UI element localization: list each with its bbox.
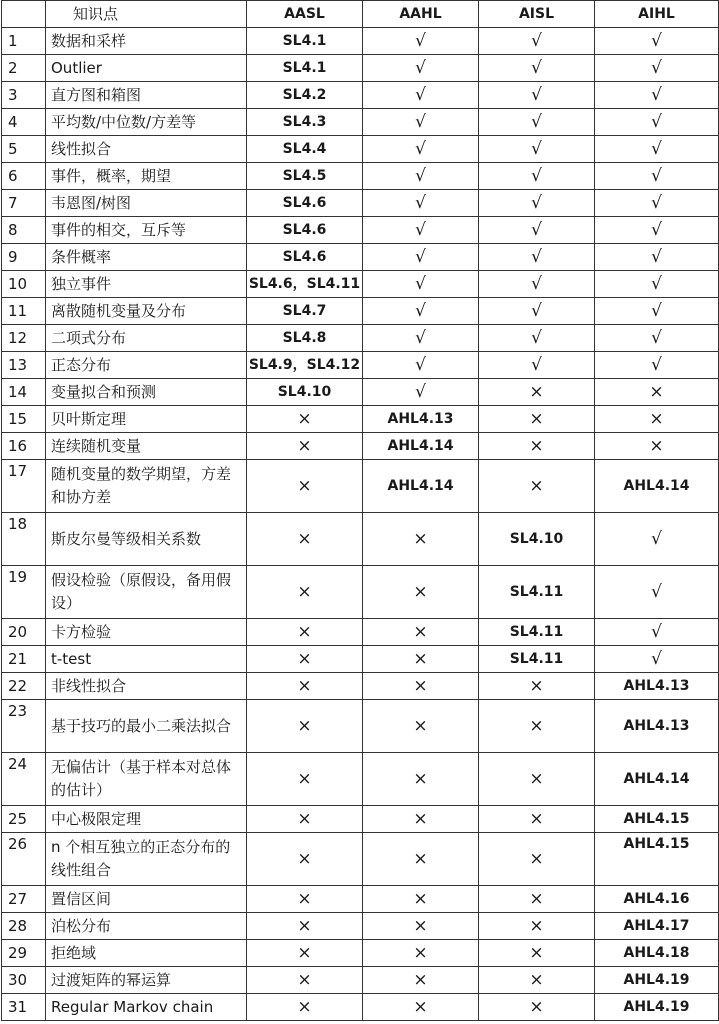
row-number: 16 [2, 433, 46, 460]
topic-cell: 斯皮尔曼等级相关系数 [46, 513, 247, 566]
header-number [2, 1, 46, 28]
aisl-cell: √ [479, 352, 595, 379]
row-number: 10 [2, 271, 46, 298]
aisl-cell: × [479, 673, 595, 700]
aasl-cell: × [247, 513, 363, 566]
aasl-cell: × [247, 806, 363, 833]
row-number: 18 [2, 513, 46, 566]
aasl-cell: × [247, 940, 363, 967]
topic-cell: Regular Markov chain [46, 994, 247, 1021]
table-row [2, 833, 719, 886]
topic-cell: 拒绝域 [46, 940, 247, 967]
aasl-cell: × [247, 886, 363, 913]
topic-cell: 直方图和箱图 [46, 82, 247, 109]
aahl-cell: × [363, 673, 479, 700]
table-row [2, 913, 719, 940]
aisl-cell: × [479, 753, 595, 806]
aahl-cell: AHL4.14 [363, 460, 479, 513]
header-aisl: AISL [479, 1, 595, 28]
aasl-cell: × [247, 700, 363, 753]
row-number: 19 [2, 566, 46, 619]
topic-cell: t-test [46, 646, 247, 673]
row-number: 27 [2, 886, 46, 913]
row-number: 31 [2, 994, 46, 1021]
aisl-cell: √ [479, 136, 595, 163]
topic-cell: 平均数/中位数/方差等 [46, 109, 247, 136]
row-number: 8 [2, 217, 46, 244]
topic-cell: 中心极限定理 [46, 806, 247, 833]
aisl-cell: × [479, 994, 595, 1021]
aihl-cell: √ [595, 513, 719, 566]
topic-cell: 卡方检验 [46, 619, 247, 646]
aahl-cell: √ [363, 28, 479, 55]
aahl-cell: √ [363, 217, 479, 244]
row-number: 11 [2, 298, 46, 325]
syllabus-table [1, 0, 719, 1021]
row-number: 5 [2, 136, 46, 163]
aahl-cell: × [363, 806, 479, 833]
table-row [2, 460, 719, 513]
aihl-cell: AHL4.15 [595, 806, 719, 833]
aasl-cell: × [247, 833, 363, 886]
aisl-cell: × [479, 460, 595, 513]
aasl-cell: SL4.10 [247, 379, 363, 406]
topic-cell: 连续随机变量 [46, 433, 247, 460]
aahl-cell: × [363, 940, 479, 967]
aihl-cell: √ [595, 109, 719, 136]
topic-cell: 数据和采样 [46, 28, 247, 55]
table-row [2, 619, 719, 646]
table-row [2, 325, 719, 352]
aihl-cell: √ [595, 82, 719, 109]
aasl-cell: SL4.5 [247, 163, 363, 190]
row-number: 28 [2, 913, 46, 940]
aahl-cell: × [363, 833, 479, 886]
aihl-cell: √ [595, 244, 719, 271]
aisl-cell: SL4.11 [479, 646, 595, 673]
row-number: 14 [2, 379, 46, 406]
table-row [2, 433, 719, 460]
aisl-cell: × [479, 379, 595, 406]
aihl-cell: AHL4.19 [595, 967, 719, 994]
aihl-cell: AHL4.18 [595, 940, 719, 967]
aihl-cell: AHL4.17 [595, 913, 719, 940]
aihl-cell: √ [595, 28, 719, 55]
aasl-cell: SL4.2 [247, 82, 363, 109]
header-aahl: AAHL [363, 1, 479, 28]
topic-cell: 无偏估计（基于样本对总体的估计） [46, 753, 247, 806]
row-number: 22 [2, 673, 46, 700]
aahl-cell: √ [363, 136, 479, 163]
table-row [2, 379, 719, 406]
row-number: 12 [2, 325, 46, 352]
aahl-cell: AHL4.13 [363, 406, 479, 433]
table-row [2, 673, 719, 700]
aahl-cell: × [363, 700, 479, 753]
table-row [2, 406, 719, 433]
aasl-cell: SL4.8 [247, 325, 363, 352]
topic-cell: 变量拟合和预测 [46, 379, 247, 406]
table-row [2, 646, 719, 673]
aisl-cell: × [479, 833, 595, 886]
topic-cell: n 个相互独立的正态分布的线性组合 [46, 833, 247, 886]
row-number: 1 [2, 28, 46, 55]
aihl-cell: × [595, 433, 719, 460]
aisl-cell: √ [479, 271, 595, 298]
topic-cell: 贝叶斯定理 [46, 406, 247, 433]
aahl-cell: √ [363, 352, 479, 379]
table-row [2, 513, 719, 566]
topic-cell: 正态分布 [46, 352, 247, 379]
aahl-cell: × [363, 646, 479, 673]
aihl-cell: AHL4.13 [595, 700, 719, 753]
aasl-cell: × [247, 460, 363, 513]
aisl-cell: √ [479, 55, 595, 82]
aahl-cell: × [363, 994, 479, 1021]
aasl-cell: × [247, 913, 363, 940]
aisl-cell: √ [479, 163, 595, 190]
topic-cell: 韦恩图/树图 [46, 190, 247, 217]
aisl-cell: √ [479, 109, 595, 136]
row-number: 6 [2, 163, 46, 190]
aisl-cell: × [479, 967, 595, 994]
row-number: 25 [2, 806, 46, 833]
aisl-cell: SL4.10 [479, 513, 595, 566]
table-row [2, 806, 719, 833]
aahl-cell: × [363, 913, 479, 940]
table-row [2, 55, 719, 82]
topic-cell: 事件，概率，期望 [46, 163, 247, 190]
aihl-cell: √ [595, 136, 719, 163]
topic-cell: 离散随机变量及分布 [46, 298, 247, 325]
aasl-cell: SL4.3 [247, 109, 363, 136]
header-aihl: AIHL [595, 1, 719, 28]
table-row [2, 190, 719, 217]
aisl-cell: SL4.11 [479, 566, 595, 619]
aahl-cell: √ [363, 271, 479, 298]
aasl-cell: SL4.6 [247, 217, 363, 244]
aasl-cell: SL4.7 [247, 298, 363, 325]
topic-cell: 泊松分布 [46, 913, 247, 940]
aisl-cell: √ [479, 298, 595, 325]
aisl-cell: × [479, 886, 595, 913]
header-topic: 知识点 [46, 1, 247, 28]
aahl-cell: × [363, 566, 479, 619]
table-row [2, 994, 719, 1021]
row-number: 2 [2, 55, 46, 82]
aisl-cell: × [479, 406, 595, 433]
header-row [2, 1, 719, 28]
aihl-cell: √ [595, 298, 719, 325]
row-number: 9 [2, 244, 46, 271]
aasl-cell: × [247, 619, 363, 646]
aahl-cell: × [363, 619, 479, 646]
topic-cell: 置信区间 [46, 886, 247, 913]
aihl-cell: √ [595, 163, 719, 190]
topic-cell: 假设检验（原假设，备用假设） [46, 566, 247, 619]
aihl-cell: AHL4.14 [595, 753, 719, 806]
aihl-cell: × [595, 406, 719, 433]
aihl-cell: AHL4.15 [595, 833, 719, 886]
table-row [2, 244, 719, 271]
aasl-cell: × [247, 646, 363, 673]
aasl-cell: × [247, 566, 363, 619]
aisl-cell: √ [479, 244, 595, 271]
table-row [2, 136, 719, 163]
aisl-cell: × [479, 940, 595, 967]
table-row [2, 109, 719, 136]
table-row [2, 700, 719, 753]
aisl-cell: √ [479, 190, 595, 217]
row-number: 4 [2, 109, 46, 136]
aisl-cell: √ [479, 82, 595, 109]
aahl-cell: √ [363, 298, 479, 325]
aihl-cell: √ [595, 271, 719, 298]
aisl-cell: × [479, 806, 595, 833]
row-number: 30 [2, 967, 46, 994]
aasl-cell: × [247, 673, 363, 700]
table-row [2, 940, 719, 967]
aihl-cell: √ [595, 566, 719, 619]
row-number: 29 [2, 940, 46, 967]
aahl-cell: √ [363, 82, 479, 109]
aasl-cell: SL4.6，SL4.11 [247, 271, 363, 298]
aisl-cell: √ [479, 28, 595, 55]
topic-cell: 非线性拟合 [46, 673, 247, 700]
aihl-cell: √ [595, 619, 719, 646]
aahl-cell: √ [363, 190, 479, 217]
row-number: 23 [2, 700, 46, 753]
row-number: 7 [2, 190, 46, 217]
topic-cell: Outlier [46, 55, 247, 82]
table-row [2, 352, 719, 379]
table-row [2, 886, 719, 913]
aasl-cell: SL4.1 [247, 28, 363, 55]
table-body [2, 28, 719, 1021]
row-number: 13 [2, 352, 46, 379]
aihl-cell: × [595, 379, 719, 406]
row-number: 21 [2, 646, 46, 673]
topic-cell: 事件的相交，互斥等 [46, 217, 247, 244]
aahl-cell: × [363, 886, 479, 913]
table-row [2, 28, 719, 55]
aahl-cell: AHL4.14 [363, 433, 479, 460]
aahl-cell: √ [363, 325, 479, 352]
aahl-cell: √ [363, 244, 479, 271]
row-number: 24 [2, 753, 46, 806]
aihl-cell: √ [595, 646, 719, 673]
aasl-cell: × [247, 406, 363, 433]
row-number: 17 [2, 460, 46, 513]
topic-cell: 二项式分布 [46, 325, 247, 352]
row-number: 26 [2, 833, 46, 886]
aihl-cell: √ [595, 217, 719, 244]
table-row [2, 753, 719, 806]
topic-cell: 随机变量的数学期望，方差和协方差 [46, 460, 247, 513]
aahl-cell: × [363, 967, 479, 994]
topic-cell: 条件概率 [46, 244, 247, 271]
aahl-cell: √ [363, 109, 479, 136]
aihl-cell: AHL4.16 [595, 886, 719, 913]
aihl-cell: √ [595, 352, 719, 379]
aasl-cell: SL4.6 [247, 244, 363, 271]
aisl-cell: × [479, 700, 595, 753]
aihl-cell: √ [595, 190, 719, 217]
aihl-cell: AHL4.14 [595, 460, 719, 513]
table-row [2, 163, 719, 190]
aahl-cell: √ [363, 163, 479, 190]
topic-cell: 线性拟合 [46, 136, 247, 163]
table-row [2, 967, 719, 994]
aisl-cell: √ [479, 217, 595, 244]
topic-cell: 过渡矩阵的幂运算 [46, 967, 247, 994]
aisl-cell: SL4.11 [479, 619, 595, 646]
aasl-cell: × [247, 994, 363, 1021]
table-row [2, 271, 719, 298]
aisl-cell: × [479, 913, 595, 940]
aihl-cell: √ [595, 55, 719, 82]
aisl-cell: √ [479, 325, 595, 352]
row-number: 15 [2, 406, 46, 433]
topic-cell: 独立事件 [46, 271, 247, 298]
aasl-cell: × [247, 753, 363, 806]
header-aasl: AASL [247, 1, 363, 28]
aasl-cell: SL4.9，SL4.12 [247, 352, 363, 379]
aasl-cell: SL4.4 [247, 136, 363, 163]
aasl-cell: × [247, 967, 363, 994]
aahl-cell: × [363, 753, 479, 806]
aahl-cell: √ [363, 55, 479, 82]
topic-cell: 基于技巧的最小二乘法拟合 [46, 700, 247, 753]
aahl-cell: × [363, 513, 479, 566]
aihl-cell: AHL4.19 [595, 994, 719, 1021]
aasl-cell: SL4.1 [247, 55, 363, 82]
aahl-cell: √ [363, 379, 479, 406]
table-row [2, 82, 719, 109]
table-row [2, 217, 719, 244]
aihl-cell: AHL4.13 [595, 673, 719, 700]
aisl-cell: × [479, 433, 595, 460]
aasl-cell: SL4.6 [247, 190, 363, 217]
aasl-cell: × [247, 433, 363, 460]
row-number: 3 [2, 82, 46, 109]
row-number: 20 [2, 619, 46, 646]
table-row [2, 566, 719, 619]
aihl-cell: √ [595, 325, 719, 352]
table-row [2, 298, 719, 325]
